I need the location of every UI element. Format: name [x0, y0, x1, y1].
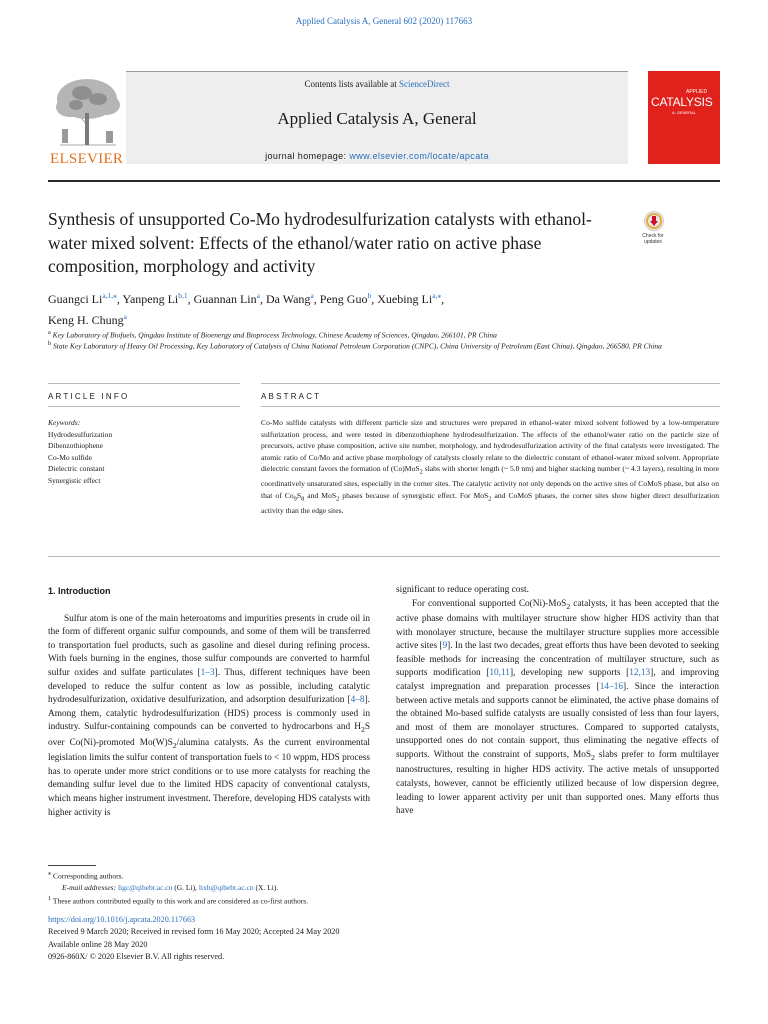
keywords-label: Keywords:: [48, 418, 81, 427]
email-note: E-mail addresses: ligc@qibebt.ac.cn (G. Li), lixb@qibebt.ac.cn (X. Li).: [62, 882, 279, 892]
affiliation-b: $^b$ State Key Laboratory of Heavy Oil Processing, Key Laboratory of Catalysis of China National Petroleum Corporation (CNPC), China University of Petroleum (East China), Qingdao, 266580, PR China: [48, 340, 662, 351]
author-affiliation-mark[interactable]: a,⁎: [432, 291, 442, 300]
intro-paragraph-2: For conventional supported Co(Ni)-MoS$_2$ catalysts, it has been accepted that the active phase domains with multilayer structure show higher HDS activity than that with monolayer structure, because the multilayer structure supplies more accessible active sites [9]. In the last two decades, great efforts thus have been devoted to seeking feasible methods for increasing the concentration of multilayer structure, such as supports modification [10,11], developing new supports [12,13], and improving catalyst impregnation and preparation processes [14–16]. Since the interaction between active metals and supports cannot be eliminated, the active phase domains of the obtained Mo-based sulfide catalysts are usually consisted of less than four layers, and most of them are monolayer structures. Compared to supported catalysts, unsupported ones do not contain support, thus eliminating the negative effects of supports. Without the constraint of supports, MoS$_2$ slabs prefer to form multilayer nanostructures, resulting in higher HDS activity. The active metals of unsupported catalysts, however, cannot be efficiently utilized because of low dispersion degree, leading to lower apparent activity per unit than supported ones. Many efforts thus have: [396, 598, 720, 817]
keyword-item: Co-Mo sulfide: [48, 452, 92, 462]
keywords-block: [48, 417, 238, 486]
check-for-updates-icon: [644, 211, 664, 231]
footnote-rule: [48, 865, 96, 866]
received-dates: Received 9 March 2020; Received in revised form 16 May 2020; Accepted 24 May 2020: [48, 927, 340, 937]
cover-small-bottom: A: GENERAL: [672, 110, 697, 115]
keyword-item: Dibenzothiophene: [48, 441, 103, 450]
author-name: Da Wang: [265, 292, 311, 306]
article-metadata: [48, 914, 448, 964]
citation-link[interactable]: 12,13: [629, 668, 651, 679]
author-affiliation-mark[interactable]: a: [123, 312, 128, 321]
check-for-updates-label: Check for updates: [642, 233, 664, 245]
cover-title: CATALYSIS: [651, 95, 713, 109]
keyword-item: Hydrodesulfurization: [48, 429, 113, 439]
elsevier-tree-icon: [48, 73, 126, 165]
journal-homepage: [126, 151, 628, 161]
contents-prefix: Contents lists available at: [304, 79, 397, 89]
author-list: Guangci $Li^{a,1,⁎}$, Yanpeng Li$^{b,1}$, Guannan Lin$^a$, Da Wang$^a$, Peng Guo$^b$, Xuebing $Li^{a,⁎}$, Keng H. Chung$^a$: [48, 291, 445, 327]
abstract-heading: ABSTRACT: [261, 392, 322, 401]
citation-link[interactable]: 4–8: [350, 695, 365, 706]
author-name: Keng H. Chung: [48, 313, 124, 327]
header-bottom-rule: [48, 180, 720, 182]
journal-masthead: [126, 72, 628, 164]
abstract-text: Co-Mo sulfide catalysts with different particle size and structures were prepared in ethanol-water mixed solvent followed by a low-temperature sulfurization process, and were tested in dibenzothiophene hydrodesulfurization. The effects of the ethanol/water ratio on the particle size of precursors, active phase composition, active site number, morphology, and hydrodesulfurization activity of the final catalysts were investigated. The atomic ratio of Co/Mo and active phase morphology of catalysts closely relate to the dielectric constant of ethanol-water mixed solvent. Appropriate dielectric constant favors the formation of (Co)MoS$_2$ slabs with shorter length (~ 5.0 nm) and higher stacking number (~ 4.3 layers), resulting in more coordinatively unsaturated sites, especially in the corner sites. The catalytic activity not only depends on the active sites of CoMoS phase, but also on that of $Co_9S_8$ and MoS$_2$ phases because of synergistic effect. For MoS$_2$ and CoMoS phases, the corner sites show higher direct desulfurization activity than the edge sites.: [261, 418, 719, 516]
intro-right-column: [396, 584, 719, 819]
cover-small-top: APPLIED: [686, 89, 708, 95]
keyword-item: Synergistic effect: [48, 475, 101, 485]
email-link[interactable]: lixb@qibebt.ac.cn: [198, 882, 254, 892]
sciencedirect-link[interactable]: ScienceDirect: [399, 79, 450, 89]
citation-link[interactable]: 1–3: [200, 667, 215, 678]
available-online: Available online 28 May 2020: [48, 939, 148, 949]
abstract-subrule: [261, 406, 720, 407]
citation-link[interactable]: 14–16: [599, 682, 624, 693]
keyword-item: Dielectric constant: [48, 464, 105, 473]
author-affiliation-mark[interactable]: b,1: [178, 291, 188, 300]
homepage-label: journal homepage:: [265, 151, 347, 161]
citation-link[interactable]: 9: [442, 641, 448, 652]
section-heading-introduction: 1. Introduction: [48, 586, 111, 596]
intro-paragraph-1-end: significant to reduce operating cost.: [396, 585, 529, 595]
article-info-rule: [48, 383, 240, 384]
doi-link[interactable]: https://doi.org/10.1016/j.apcata.2020.117663: [48, 915, 196, 924]
intro-left-column: [48, 585, 370, 820]
journal-reference-link[interactable]: Applied Catalysis A, General 602 (2020) 117663: [295, 16, 473, 26]
author-name: Xuebing Li: [377, 292, 433, 306]
citation-link[interactable]: 10,11: [489, 668, 510, 679]
author-affiliation-mark[interactable]: a,1,⁎: [102, 291, 117, 300]
article-title: Synthesis of unsupported Co-Mo hydrodesulfurization catalysts with ethanol-water mixed solvent: Effects of the ethanol/water ratio on active phase composition, morphology and activity: [48, 209, 592, 276]
copyright-line: 0926-860X/ © 2020 Elsevier B.V. All rights reserved.: [48, 952, 225, 962]
corresponding-author-note: ⁎ Corresponding authors.: [48, 870, 124, 881]
affiliation-a: $^a$ Key Laboratory of Biofuels, Qingdao Institute of Bioenergy and Bioprocess Technology, Chinese Academy of Sciences, Qingdao, 266101, PR China: [48, 329, 497, 340]
check-for-updates-button[interactable]: [636, 211, 670, 251]
abstract-bottom-rule: [48, 556, 720, 557]
footnotes: [48, 868, 508, 906]
article-info-heading: ARTICLE INFO: [48, 392, 130, 401]
abstract-rule: [261, 383, 720, 384]
journal-header: [48, 71, 720, 167]
co-first-author-note: $^1$ These authors contributed equally to this work and are considered as co-first authors.: [48, 894, 308, 905]
intro-paragraph-1: Sulfur atom is one of the main heteroatoms and impurities presents in crude oil in the form of different organic sulfur compounds, and some of them will be transferred to transportation fuel products, such as gasoline and diesel during refining process. With fuels burning in the engines, those sulfur compounds are converted to harmful sulfur oxides and sulfate particulates [1–3]. Thus, different techniques have been developed to reduce the sulfur content as low as possible, including catalytic hydrodesulfurization, oxidative desulfurization, and adsorption desulfurization [4–8]. Among them, catalytic hydrodesulfurization (HDS) process is commonly used in industry. Sulfur-containing compounds can be converted to hydrocarbons and $H_2S$ over Co(Ni)-promoted $Mo(W)S_2$/alumina catalysts. As the current environmental legislation limits the sulfur content of transportation fuels to < 10 wppm, HDS process has to operate under more strict conditions or to use more catalysts for reaching the demanding sulfur level due to the limited HDS capacity of conventional catalysts, which means higher instrument investment. Therefore, developing HDS catalysts with higher activity is: [48, 613, 371, 818]
journal-name: Applied Catalysis A, General: [277, 109, 477, 128]
author-affiliation-mark[interactable]: b: [367, 291, 372, 300]
author-affiliation-mark[interactable]: a: [256, 291, 260, 300]
author-name: Guangci Li: [48, 292, 103, 306]
author-affiliation-mark[interactable]: a: [310, 291, 314, 300]
email-link[interactable]: ligc@qibebt.ac.cn: [117, 882, 173, 892]
contents-line: [126, 79, 628, 89]
homepage-link[interactable]: www.elsevier.com/locate/apcata: [349, 151, 489, 161]
author-name: Yanpeng Li: [122, 292, 179, 306]
author-name: Guannan Lin: [193, 292, 257, 306]
article-info-subrule: [48, 406, 240, 407]
author-name: Peng Guo: [319, 292, 368, 306]
journal-cover-thumbnail[interactable]: [648, 71, 720, 164]
publisher-wordmark: ELSEVIER: [50, 151, 124, 167]
